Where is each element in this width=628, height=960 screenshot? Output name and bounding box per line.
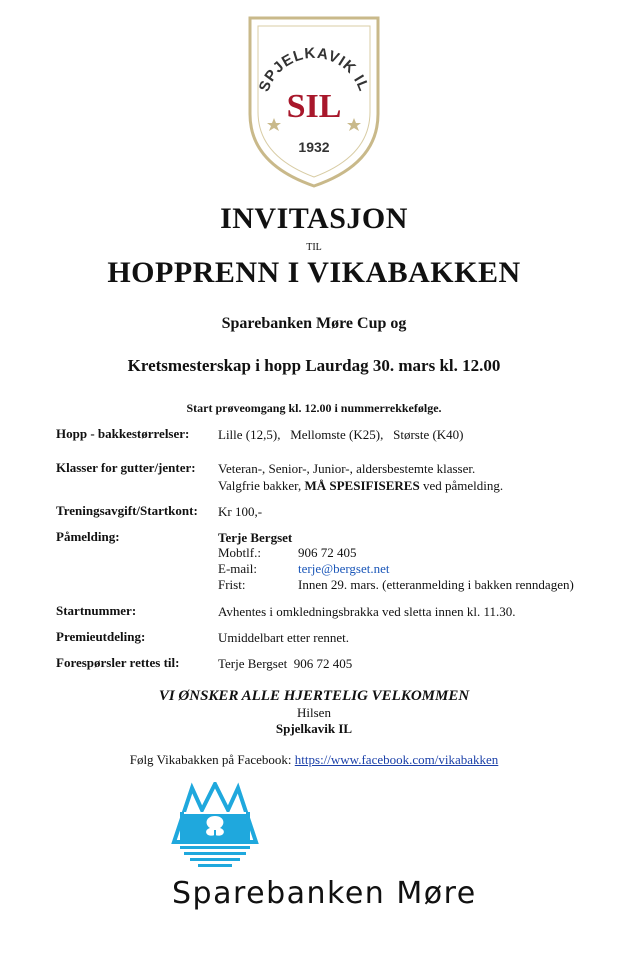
club-year: 1932 (298, 139, 330, 155)
title: INVITASJON (220, 202, 408, 235)
registration-name: Terje Bergset (218, 530, 293, 545)
inquiry-value: Terje Bergset 906 72 405 (218, 656, 353, 671)
start-note: Start prøveomgang kl. 12.00 i nummerrekkefølge. (186, 401, 442, 415)
facebook-link[interactable]: https://www.facebook.com/vikabakken (294, 752, 499, 767)
hills-label: Hopp - bakkestørrelser: (56, 426, 190, 441)
signature: Spjelkavik IL (275, 721, 353, 736)
fee-label: Treningsavgift/Startkont: (56, 503, 198, 518)
sparebanken-more-logo (170, 782, 260, 872)
phone-value: 906 72 405 (298, 545, 357, 560)
club-abbr: SIL (286, 88, 342, 125)
spjelkavik-il-logo (244, 14, 384, 189)
facebook-text: Følg Vikabakken på Facebook: (129, 752, 295, 767)
classes-line1: Veteran-, Senior-, Junior-, aldersbestemte klasser. (218, 461, 476, 476)
prize-label: Premieutdeling: (56, 629, 146, 644)
hills-value: Lille (12,5), Mellomste (K25), Største (K40) (218, 427, 464, 442)
email-link[interactable]: terje@bergset.net (298, 561, 390, 576)
welcome-text: VI ØNSKER ALLE HJERTELIG VELKOMMEN (158, 688, 470, 704)
facebook-line (0, 752, 628, 768)
inquiry-label: Forespørsler rettes til: (56, 655, 180, 670)
sponsor-name: Sparebanken Møre (172, 876, 477, 911)
registration-label: Påmelding: (56, 529, 120, 544)
club-name-arc: SPJELKAVIK IL (255, 44, 373, 95)
phone-label: Mobtlf.: (218, 545, 261, 560)
startnumber-label: Startnummer: (56, 603, 137, 618)
deadline-label: Frist: (218, 577, 246, 592)
subtitle: HOPPRENN I VIKABAKKEN (107, 256, 521, 289)
prize-value: Umiddelbart etter rennet. (218, 630, 350, 645)
classes-label: Klasser for gutter/jenter: (56, 460, 196, 475)
til-label: TIL (306, 242, 322, 253)
greeting: Hilsen (297, 705, 331, 720)
fee-value: Kr 100,- (218, 504, 263, 519)
email-label: E-mail: (218, 561, 257, 576)
classes-line2: Valgfrie bakker, MÅ SPESIFISERES ved påmelding. (218, 478, 504, 493)
championship-line: Kretsmesterskap i hopp Laurdag 30. mars kl. 12.00 (127, 356, 501, 375)
cup-line: Sparebanken Møre Cup og (221, 315, 407, 332)
startnumber-value: Avhentes i omkledningsbrakka ved sletta innen kl. 11.30. (218, 604, 516, 619)
deadline-value: Innen 29. mars. (etteranmelding i bakken renndagen) (298, 577, 574, 592)
